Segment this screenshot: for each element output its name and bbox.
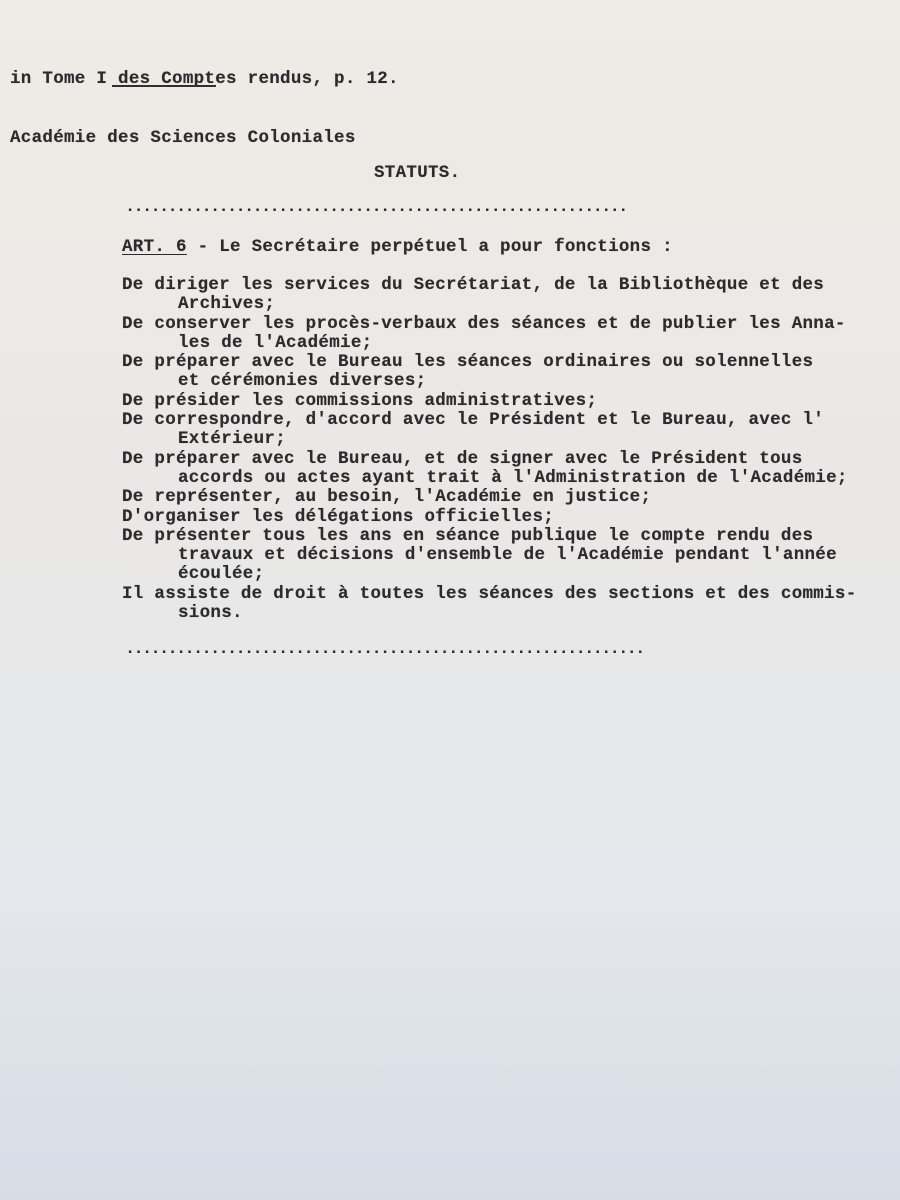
header-institution-line: Académie des Sciences Coloniales [10,128,356,149]
article-line: De correspondre, d'accord avec le Président et le Bureau, avec l' [122,410,825,431]
article-line: et cérémonies diverses; [178,371,427,392]
article-line: travaux et décisions d'ensemble de l'Académie pendant l'année [178,545,837,566]
article-line: De présenter tous les ans en séance publique le compte rendu des [122,525,814,546]
article-line: Archives; [178,294,276,315]
article-line: De préparer avec le Bureau, et de signer avec le Président tous [122,448,803,469]
header-source-line: in Tome I des Comptes rendus, p. 12. [10,69,399,89]
article-line: D'organiser les délégations officielles; [122,506,555,527]
header-underline [112,85,216,87]
article-label: ART. 6 [122,237,187,257]
article-line: Extérieur; [178,429,287,450]
article-line: De représenter, au besoin, l'Académie en justice; [122,487,652,508]
article-line: accords ou actes ayant trait à l'Administration de l'Académie; [178,467,848,488]
document-title: STATUTS. [374,163,461,183]
dotted-separator-bottom: ............................................................. [125,640,644,659]
article-line: Il assiste de droit à toutes les séances des sections et des commis- [122,583,857,604]
article-line: les de l'Académie; [178,332,373,353]
article-line: De préparer avec le Bureau les séances ordinaires ou solennelles [122,352,814,373]
article-line: écoulée; [178,564,265,585]
document-header [10,29,399,188]
dotted-separator-top: ........................................................... [125,198,627,217]
article-body [122,276,857,623]
article-line: De conserver les procès-verbaux des séances et de publier les Anna- [122,313,846,334]
article-line: De diriger les services du Secrétariat, de la Bibliothèque et des [122,275,825,295]
article-heading [122,237,673,257]
article-line: sions. [178,603,243,624]
article-heading-text: - Le Secrétaire perpétuel a pour fonctions : [186,237,673,257]
article-line: De présider les commissions administratives; [122,390,598,411]
